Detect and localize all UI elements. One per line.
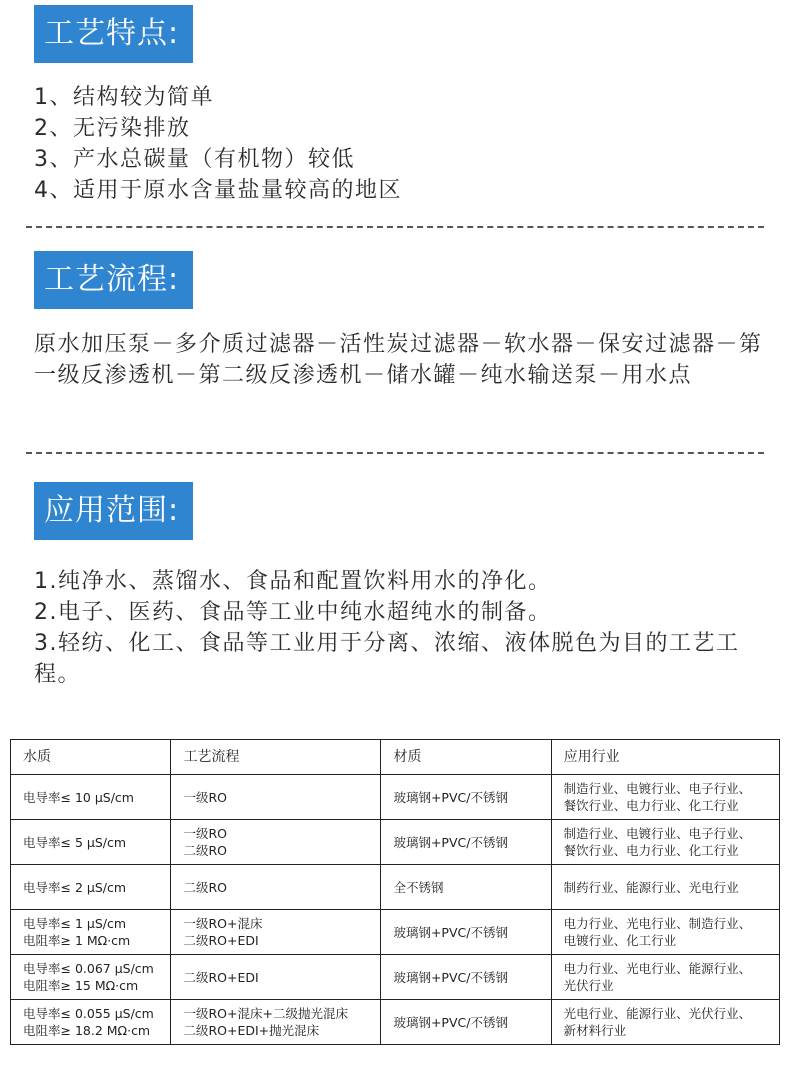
column-header-industry: 应用行业 <box>551 740 779 775</box>
water-quality-table <box>10 739 780 1045</box>
dashed-divider <box>26 226 764 228</box>
table-row <box>11 775 780 820</box>
cell-material: 玻璃钢+PVC/不锈钢 <box>381 775 551 820</box>
cell-material: 全不锈钢 <box>381 865 551 910</box>
cell-process: 一级RO+混床+二级抛光混床 二级RO+EDI+抛光混床 <box>171 1000 381 1045</box>
table-row <box>11 820 780 865</box>
cell-industry: 光电行业、能源行业、光伏行业、 新材料行业 <box>551 1000 779 1045</box>
cell-process: 一级RO 二级RO <box>171 820 381 865</box>
cell-material: 玻璃钢+PVC/不锈钢 <box>381 1000 551 1045</box>
column-header-process: 工艺流程 <box>171 740 381 775</box>
list-item: 3.轻纺、化工、食品等工业用于分离、浓缩、液体脱色为目的工艺工程。 <box>34 631 740 687</box>
list-item: 3、产水总碳量（有机物）较低 <box>34 147 355 172</box>
table-row <box>11 865 780 910</box>
list-item: 4、适用于原水含量盐量较高的地区 <box>34 178 402 203</box>
list-item: 2.电子、医药、食品等工业中纯水超纯水的制备。 <box>34 600 552 625</box>
features-list <box>34 82 764 206</box>
list-item: 1、结构较为简单 <box>34 85 214 110</box>
cell-material: 玻璃钢+PVC/不锈钢 <box>381 910 551 955</box>
cell-industry: 制造行业、电镀行业、电子行业、 餐饮行业、电力行业、化工行业 <box>551 775 779 820</box>
cell-quality: 电导率≤ 5 μS/cm <box>11 820 171 865</box>
cell-quality: 电导率≤ 1 μS/cm 电阻率≥ 1 MΩ·cm <box>11 910 171 955</box>
cell-quality: 电导率≤ 2 μS/cm <box>11 865 171 910</box>
section-title-features: 工艺特点: <box>34 5 193 63</box>
cell-industry: 制造行业、电镀行业、电子行业、 餐饮行业、电力行业、化工行业 <box>551 820 779 865</box>
process-text: 原水加压泵－多介质过滤器－活性炭过滤器－软水器－保安过滤器－第一级反渗透机－第二级反渗透机－储水罐－纯水输送泵－用水点 <box>34 332 763 388</box>
cell-process: 二级RO+EDI <box>171 955 381 1000</box>
cell-material: 玻璃钢+PVC/不锈钢 <box>381 820 551 865</box>
cell-quality: 电导率≤ 10 μS/cm <box>11 775 171 820</box>
cell-quality: 电导率≤ 0.067 μS/cm 电阻率≥ 15 MΩ·cm <box>11 955 171 1000</box>
column-header-material: 材质 <box>381 740 551 775</box>
cell-process: 二级RO <box>171 865 381 910</box>
cell-industry: 电力行业、光电行业、能源行业、 光伏行业 <box>551 955 779 1000</box>
dashed-divider <box>26 452 764 454</box>
cell-quality: 电导率≤ 0.055 μS/cm 电阻率≥ 18.2 MΩ·cm <box>11 1000 171 1045</box>
table-header-row <box>11 740 780 775</box>
table-row <box>11 1000 780 1045</box>
column-header-quality: 水质 <box>11 740 171 775</box>
table-row <box>11 955 780 1000</box>
list-item: 2、无污染排放 <box>34 116 191 141</box>
cell-industry: 电力行业、光电行业、制造行业、 电镀行业、化工行业 <box>551 910 779 955</box>
cell-process: 一级RO+混床 二级RO+EDI <box>171 910 381 955</box>
cell-process: 一级RO <box>171 775 381 820</box>
table-row <box>11 910 780 955</box>
cell-industry: 制药行业、能源行业、光电行业 <box>551 865 779 910</box>
cell-material: 玻璃钢+PVC/不锈钢 <box>381 955 551 1000</box>
list-item: 1.纯净水、蒸馏水、食品和配置饮料用水的净化。 <box>34 569 552 594</box>
applications-list <box>34 566 764 690</box>
section-title-applications: 应用范围: <box>34 482 193 540</box>
section-title-process: 工艺流程: <box>34 251 193 309</box>
